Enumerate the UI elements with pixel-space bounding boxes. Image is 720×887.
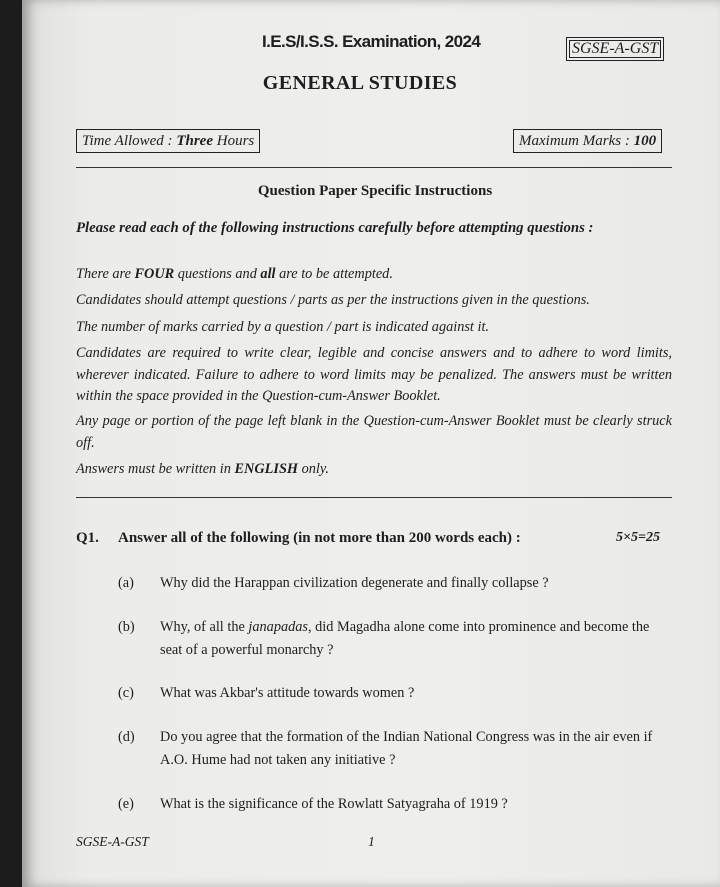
instruction-6-text-a: Answers must be written in bbox=[76, 461, 235, 477]
time-allowed-box bbox=[76, 129, 260, 153]
maximum-marks-box bbox=[513, 129, 662, 153]
sub-question-b-text-a: Why, of all the bbox=[160, 619, 249, 635]
instruction-1-text-e: are to be attempted. bbox=[275, 266, 393, 282]
time-unit: Hours bbox=[216, 133, 255, 149]
sub-question-text: Do you agree that the formation of the Indian National Congress was in the air even if A.O. Hume had not taken any initiative ? bbox=[160, 729, 653, 768]
marks-label: Maximum Marks : bbox=[519, 133, 630, 149]
sub-question-b-term: janapadas bbox=[248, 619, 308, 635]
footer-page-number: 1 bbox=[368, 834, 375, 849]
sub-question-b-text-b: , did Magadha alone come into prominence and become the seat of a powerful monarchy ? bbox=[160, 619, 650, 658]
instructions-intro: Please read each of the following instructions carefully before attempting questions : bbox=[76, 220, 594, 236]
instruction-line-2: Candidates should attempt questions / parts as per the instructions given in the questions. bbox=[76, 292, 590, 308]
subject-title: GENERAL STUDIES bbox=[262, 72, 458, 94]
sub-question-label: (a) bbox=[118, 575, 134, 591]
paper-code-box: SGSE-A-GST bbox=[566, 37, 664, 61]
time-label: Time Allowed : bbox=[82, 133, 173, 149]
instruction-line-3: The number of marks carried by a question / part is indicated against it. bbox=[76, 319, 489, 335]
footer-paper-code: SGSE-A-GST bbox=[76, 834, 149, 849]
instruction-line-1 bbox=[76, 264, 672, 286]
sub-question-label: (b) bbox=[118, 619, 135, 635]
sub-question-text bbox=[160, 616, 660, 661]
instruction-line-6 bbox=[76, 459, 672, 481]
instruction-1-text-c: questions and bbox=[174, 266, 261, 282]
divider-top bbox=[76, 167, 672, 168]
instruction-1-all: all bbox=[260, 266, 276, 282]
instruction-1-count: FOUR bbox=[134, 266, 175, 282]
instruction-line-4: Candidates are required to write clear, legible and concise answers and to adhere to word limits, wherever indicated. Failure to adhere to word limits may be penalized. The answers must be written within the space provided in the Question-cum-Answer Booklet. bbox=[76, 345, 672, 404]
instructions-heading: Question Paper Specific Instructions bbox=[257, 183, 493, 199]
sub-question-label: (e) bbox=[118, 796, 134, 812]
sub-question-label: (c) bbox=[118, 685, 134, 701]
instruction-6-language: ENGLISH bbox=[234, 461, 299, 477]
marks-value: 100 bbox=[633, 133, 657, 149]
question-number: Q1. bbox=[76, 530, 99, 546]
instruction-line-5: Any page or portion of the page left blank in the Question-cum-Answer Booklet must be clearly struck off. bbox=[76, 413, 672, 451]
sub-question-text: What is the significance of the Rowlatt Satyagraha of 1919 ? bbox=[160, 796, 508, 812]
sub-question-text: Why did the Harappan civilization degenerate and finally collapse ? bbox=[160, 575, 549, 591]
time-value: Three bbox=[176, 133, 213, 149]
exam-title: I.E.S/I.S.S. Examination, 2024 bbox=[262, 32, 481, 51]
instruction-6-text-c: only. bbox=[298, 461, 330, 477]
instruction-1-text-a: There are bbox=[76, 266, 135, 282]
question-marks: 5×5=25 bbox=[616, 530, 660, 545]
divider-bottom bbox=[76, 497, 672, 498]
sub-question-text: What was Akbar's attitude towards women ? bbox=[160, 685, 415, 701]
sub-question-label: (d) bbox=[118, 729, 135, 745]
question-text: Answer all of the following (in not more than 200 words each) : bbox=[118, 530, 521, 546]
